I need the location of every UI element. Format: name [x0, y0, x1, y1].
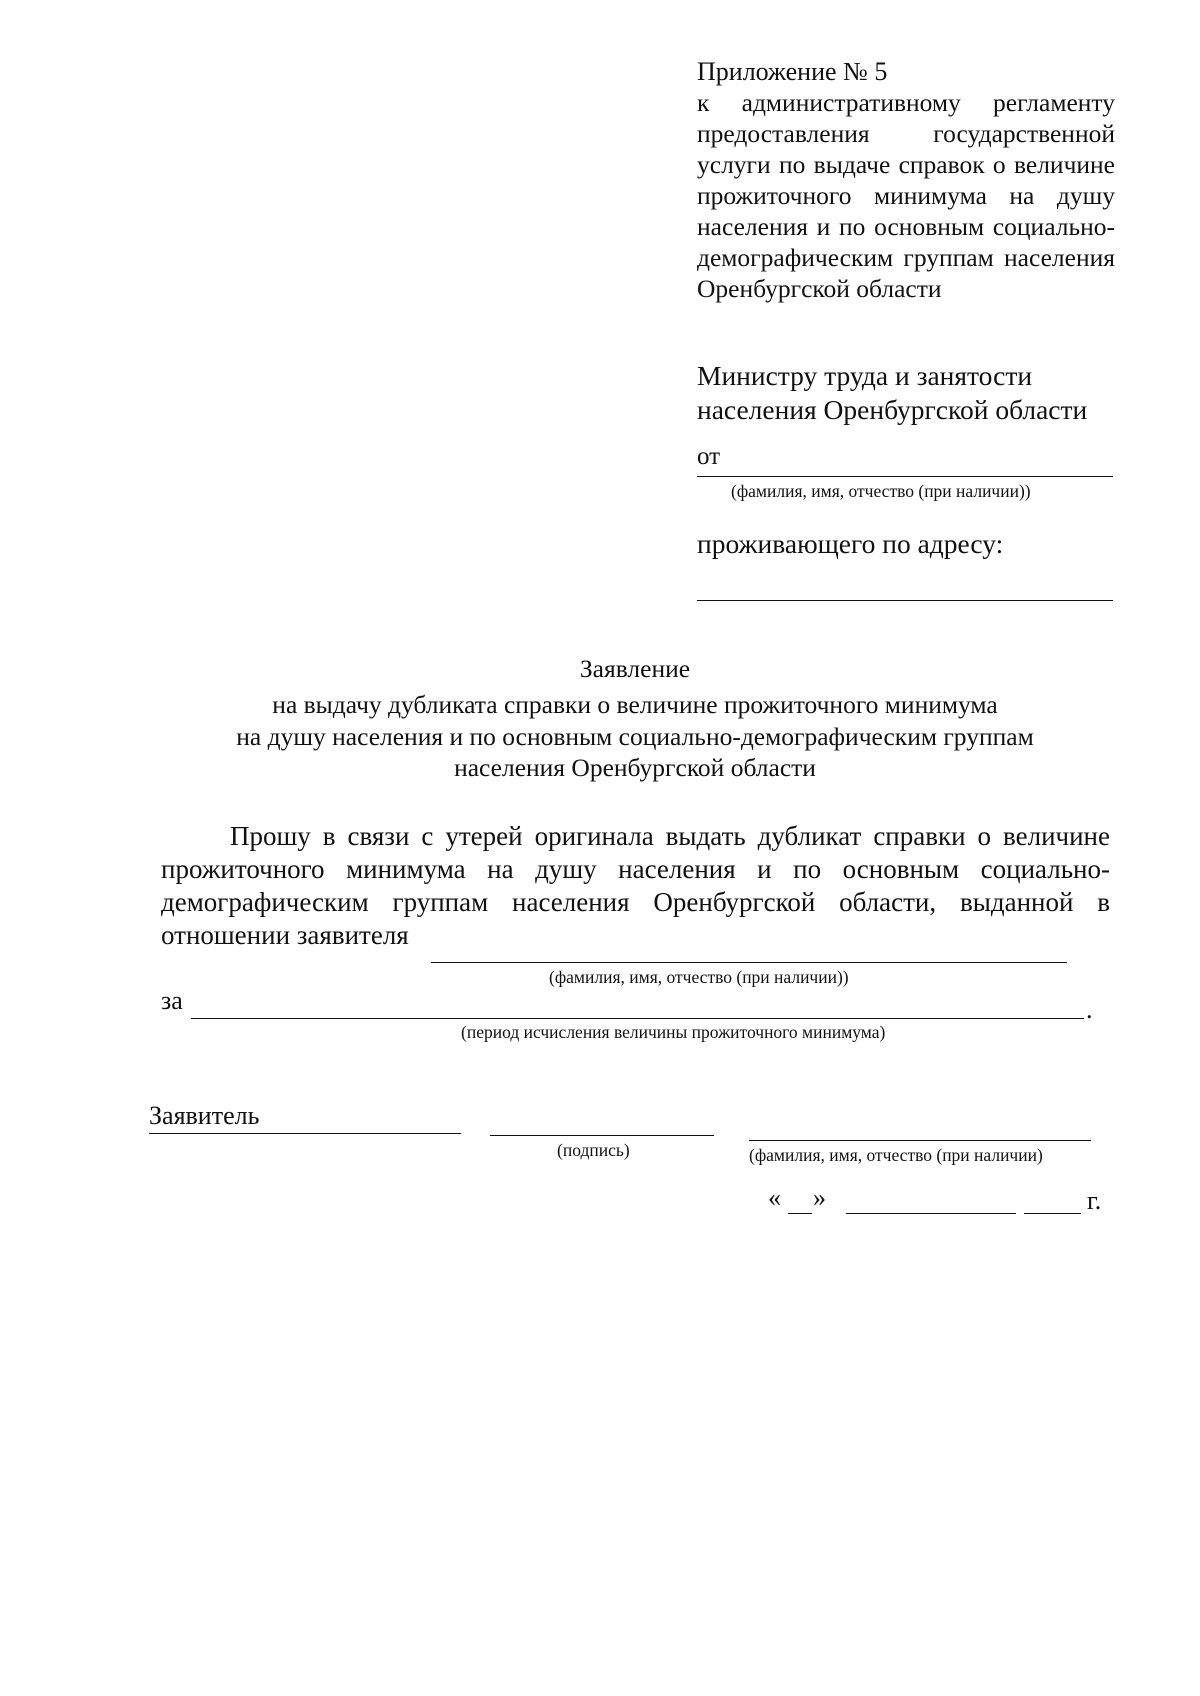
document-subtitle-line: на выдачу дубликата справки о величине прожиточного минимума	[272, 690, 998, 719]
annex-line: Оренбургской области	[697, 274, 942, 303]
date-close-quote: »	[813, 1183, 826, 1212]
year-suffix: г.	[1087, 1186, 1102, 1215]
applicant-name-field[interactable]	[431, 962, 1067, 963]
document-title: Заявление	[579, 654, 691, 683]
period-end-mark: .	[1086, 995, 1093, 1024]
period-label: за	[161, 986, 183, 1015]
from-label: от	[697, 443, 721, 470]
date-open-quote: «	[768, 1183, 781, 1212]
period-caption: (период исчисления величины прожиточного минимума)	[461, 1022, 886, 1042]
from-name-caption: (фамилия, имя, отчество (при наличии))	[731, 481, 1031, 501]
annex-line: к административному регламенту	[697, 88, 1115, 117]
name-caption: (фамилия, имя, отчество (при наличии)	[749, 1145, 1043, 1165]
date-year-field[interactable]	[1024, 1213, 1081, 1214]
applicant-label: Заявитель	[149, 1101, 260, 1130]
annex-line: прожиточного минимума на душу	[697, 181, 1115, 210]
paragraph-line: отношении заявителя	[161, 920, 409, 950]
period-field[interactable]	[191, 1018, 1084, 1019]
residing-label: проживающего по адресу:	[697, 528, 1004, 559]
from-name-field[interactable]	[697, 476, 1113, 477]
annex-block	[697, 56, 1115, 304]
applicant-underline	[149, 1133, 461, 1134]
annex-line: демографическим группам населения	[697, 243, 1115, 272]
applicant-name-caption: (фамилия, имя, отчество (при наличии))	[549, 967, 849, 987]
signature-field[interactable]	[490, 1135, 714, 1136]
address-field[interactable]	[697, 600, 1113, 601]
document-subtitle-line: на душу населения и по основным социально-демографическим группам	[236, 722, 1034, 751]
addressee-line-1: Министру труда и занятости	[697, 360, 1033, 391]
annex-line: населения и по основным социально-	[697, 212, 1115, 241]
date-month-field[interactable]	[846, 1213, 1016, 1214]
addressee-line-2: населения Оренбургской области	[697, 394, 1088, 425]
paragraph-line: Прошу в связи с утерей оригинала выдать дубликат справки о величине	[230, 821, 1110, 851]
paragraph-line: демографическим группам населения Оренбургской области, выданной в	[161, 887, 1110, 917]
document-subtitle-line: населения Оренбургской области	[454, 753, 816, 782]
annex-title: Приложение № 5	[697, 57, 888, 86]
request-paragraph	[161, 820, 1110, 952]
annex-line: услуги по выдаче справок о величине	[697, 150, 1115, 179]
date-day-field[interactable]	[788, 1213, 812, 1214]
name-field[interactable]	[749, 1140, 1091, 1141]
annex-line: предоставления государственной	[697, 119, 1115, 148]
signature-caption: (подпись)	[557, 1140, 630, 1160]
paragraph-line: прожиточного минимума на душу населения и по основным социально-	[161, 854, 1110, 884]
